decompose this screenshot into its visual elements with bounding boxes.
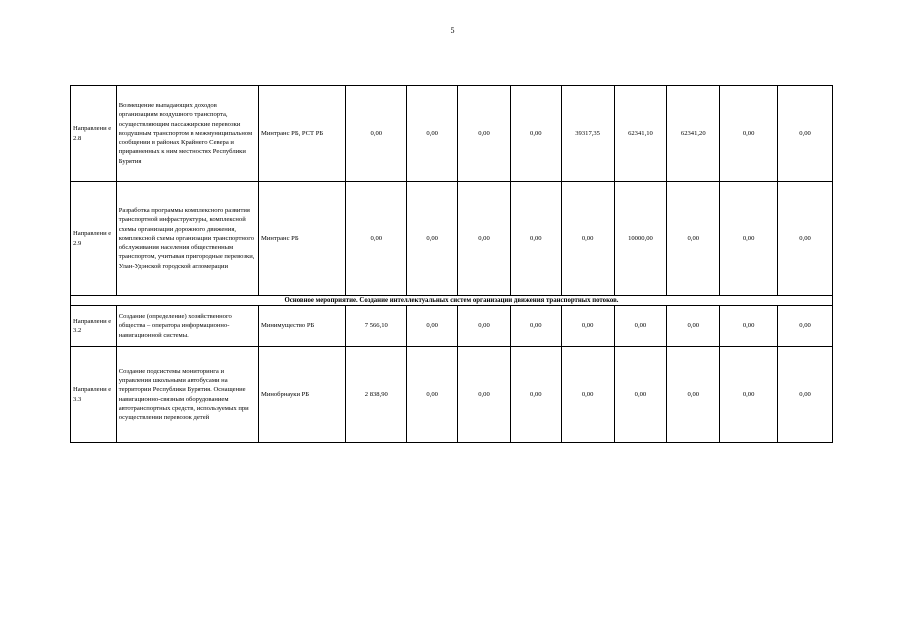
direction-cell: Направлени е 3.3 xyxy=(71,347,117,443)
value-cell: 0,00 xyxy=(510,182,561,296)
value-cell: 62341,10 xyxy=(614,86,667,182)
value-cell: 0,00 xyxy=(778,182,833,296)
description-cell: Возмещение выпадающих доходов организациям воздушного транспорта, осуществляющим пассажирские перевозки воздушным транспортом в межмуниципальном сообщении в районах Крайнего Севера и приравненных к ним местностях Республики Бурятия xyxy=(116,86,258,182)
value-cell: 0,00 xyxy=(561,182,614,296)
section-title: Основное мероприятие. Создание интеллектуальных систем организации движения транспортных потоков. xyxy=(71,296,833,306)
executor-cell: Минтранс РБ, РСТ РБ xyxy=(258,86,345,182)
value-cell: 0,00 xyxy=(346,86,407,182)
executor-cell: Минтранс РБ xyxy=(258,182,345,296)
value-cell: 0,00 xyxy=(407,306,458,347)
value-cell: 0,00 xyxy=(667,306,720,347)
value-cell: 39317,35 xyxy=(561,86,614,182)
description-cell: Создание подсистемы мониторинга и управления школьными автобусами на территории Республики Бурятия. Оснащение навигационно-связным оборудованием автотранспортных средств, используемых при осуществлении перевозок детей xyxy=(116,347,258,443)
page-number: 5 xyxy=(450,26,455,35)
description-cell: Разработка программы комплексного развития транспортной инфраструктуры, комплексной схемы организации дорожного движения, комплексной схемы организации транспортного обслуживания населения общественным транспортом, учитывая пригородные перевозки, Улан-Удэнской городской агломерации xyxy=(116,182,258,296)
description-cell: Создание (определение) хозяйственного общества – оператора информационно-навигационной системы. xyxy=(116,306,258,347)
value-cell: 0,00 xyxy=(510,86,561,182)
direction-cell: Направлени е 2.9 xyxy=(71,182,117,296)
value-cell: 0,00 xyxy=(614,347,667,443)
table-row xyxy=(71,347,833,443)
value-cell: 62341,20 xyxy=(667,86,720,182)
value-cell: 0,00 xyxy=(458,86,511,182)
value-cell: 0,00 xyxy=(720,86,778,182)
value-cell: 0,00 xyxy=(510,347,561,443)
table-row xyxy=(71,86,833,182)
value-cell: 0,00 xyxy=(720,306,778,347)
value-cell: 0,00 xyxy=(346,182,407,296)
value-cell: 2 838,90 xyxy=(346,347,407,443)
value-cell: 0,00 xyxy=(407,347,458,443)
value-cell: 0,00 xyxy=(458,182,511,296)
section-row xyxy=(71,296,833,306)
table-row xyxy=(71,182,833,296)
value-cell: 0,00 xyxy=(407,182,458,296)
value-cell: 0,00 xyxy=(667,182,720,296)
program-measures-table xyxy=(70,85,833,443)
direction-cell: Направлени е 3.2 xyxy=(71,306,117,347)
value-cell: 0,00 xyxy=(458,347,511,443)
value-cell: 0,00 xyxy=(720,182,778,296)
executor-cell: Минобрнауки РБ xyxy=(258,347,345,443)
value-cell: 0,00 xyxy=(561,347,614,443)
value-cell: 0,00 xyxy=(720,347,778,443)
value-cell: 0,00 xyxy=(667,347,720,443)
value-cell: 0,00 xyxy=(778,86,833,182)
executor-cell: Минимущество РБ xyxy=(258,306,345,347)
value-cell: 0,00 xyxy=(407,86,458,182)
table-row xyxy=(71,306,833,347)
value-cell: 7 566,10 xyxy=(346,306,407,347)
value-cell: 0,00 xyxy=(561,306,614,347)
value-cell: 0,00 xyxy=(778,347,833,443)
value-cell: 0,00 xyxy=(510,306,561,347)
value-cell: 10000,00 xyxy=(614,182,667,296)
value-cell: 0,00 xyxy=(778,306,833,347)
value-cell: 0,00 xyxy=(614,306,667,347)
value-cell: 0,00 xyxy=(458,306,511,347)
direction-cell: Направлени е 2.8 xyxy=(71,86,117,182)
